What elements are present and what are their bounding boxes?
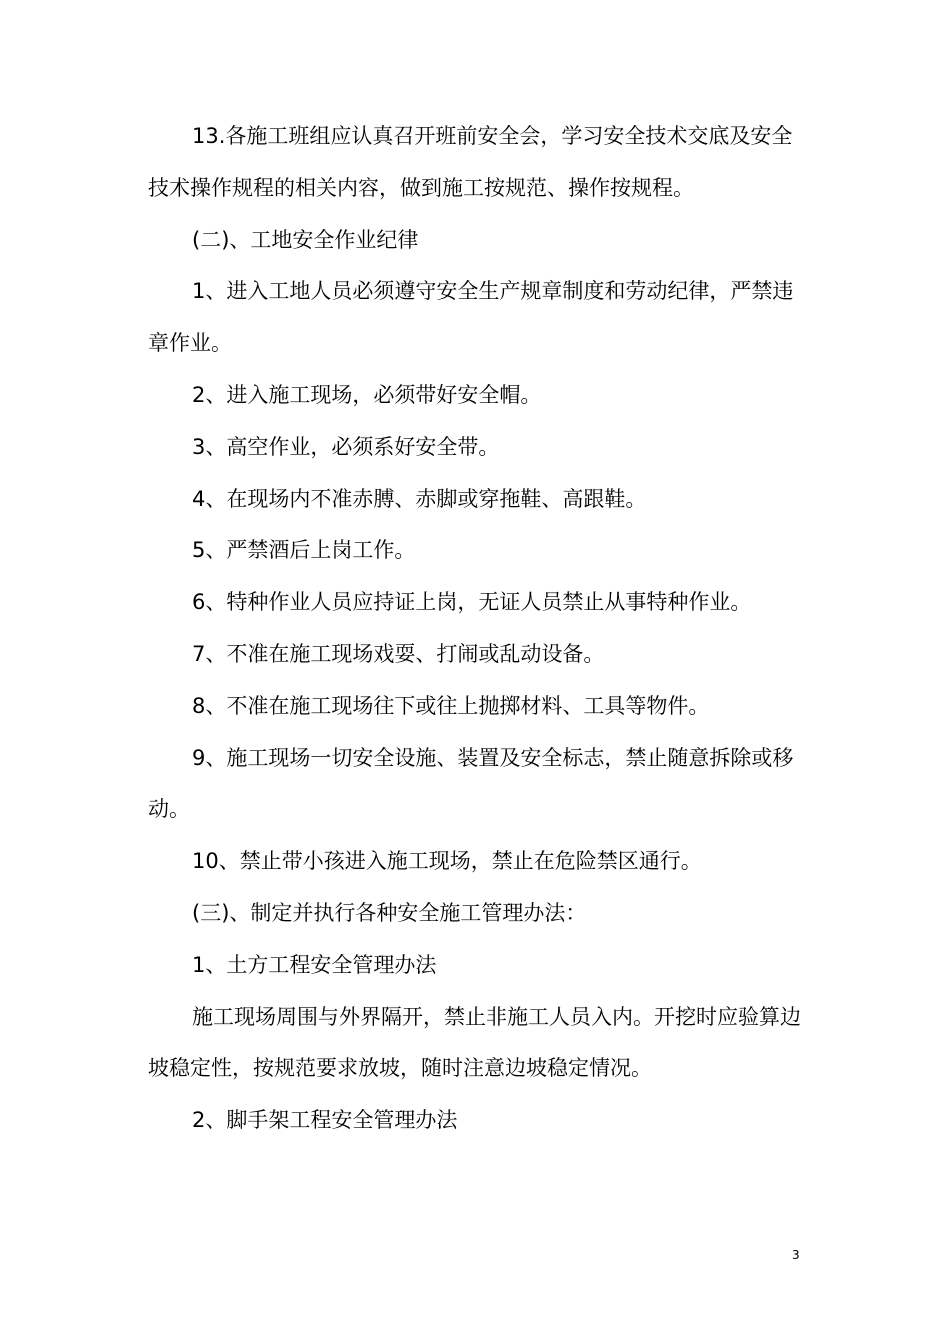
paragraph-rule-4: 4、在现场内不准赤膊、赤脚或穿拖鞋、高跟鞋。: [192, 486, 647, 511]
page-number: 3: [792, 1248, 800, 1262]
subheading-scaffolding: 2、脚手架工程安全管理办法: [192, 1108, 458, 1133]
paragraph-rule-1: 1、进入工地人员必须遵守安全生产规章制度和劳动纪律，严禁违章作业。: [148, 279, 794, 356]
paragraph-rule-2: 2、进入施工现场，必须带好安全帽。: [192, 382, 542, 407]
paragraph-item-13-safety-meeting: 13.各施工班组应认真召开班前安全会，学习安全技术交底及安全技术操作规程的相关内容，做到施工按规范、操作按规程。: [148, 124, 793, 200]
paragraph-rule-7: 7、不准在施工现场戏耍、打闹或乱动设备。: [192, 641, 605, 666]
paragraph-rule-6: 6、特种作业人员应持证上岗，无证人员禁止从事特种作业。: [192, 590, 752, 615]
document-body: [148, 111, 808, 1147]
paragraph-rule-9: 9、施工现场一切安全设施、装置及安全标志，禁止随意拆除或移动。: [148, 745, 794, 822]
paragraph-rule-10: 10、禁止带小孩进入施工现场，禁止在危险禁区通行。: [192, 849, 702, 874]
paragraph-rule-5: 5、严禁酒后上岗工作。: [192, 538, 416, 563]
subheading-earthwork: 1、土方工程安全管理办法: [192, 952, 437, 977]
paragraph-earthwork-details: 施工现场周围与外界隔开，禁止非施工人员入内。开挖时应验算边坡稳定性，按规范要求放坡，随时注意边坡稳定情况。: [148, 1004, 801, 1081]
section-heading-management-methods: (三)、制定并执行各种安全施工管理办法：: [192, 900, 587, 925]
paragraph-rule-3: 3、高空作业，必须系好安全带。: [192, 434, 500, 459]
paragraph-rule-8: 8、不准在施工现场往下或往上抛掷材料、工具等物件。: [192, 693, 710, 718]
section-heading-site-discipline: (二)、工地安全作业纪律: [192, 227, 419, 252]
